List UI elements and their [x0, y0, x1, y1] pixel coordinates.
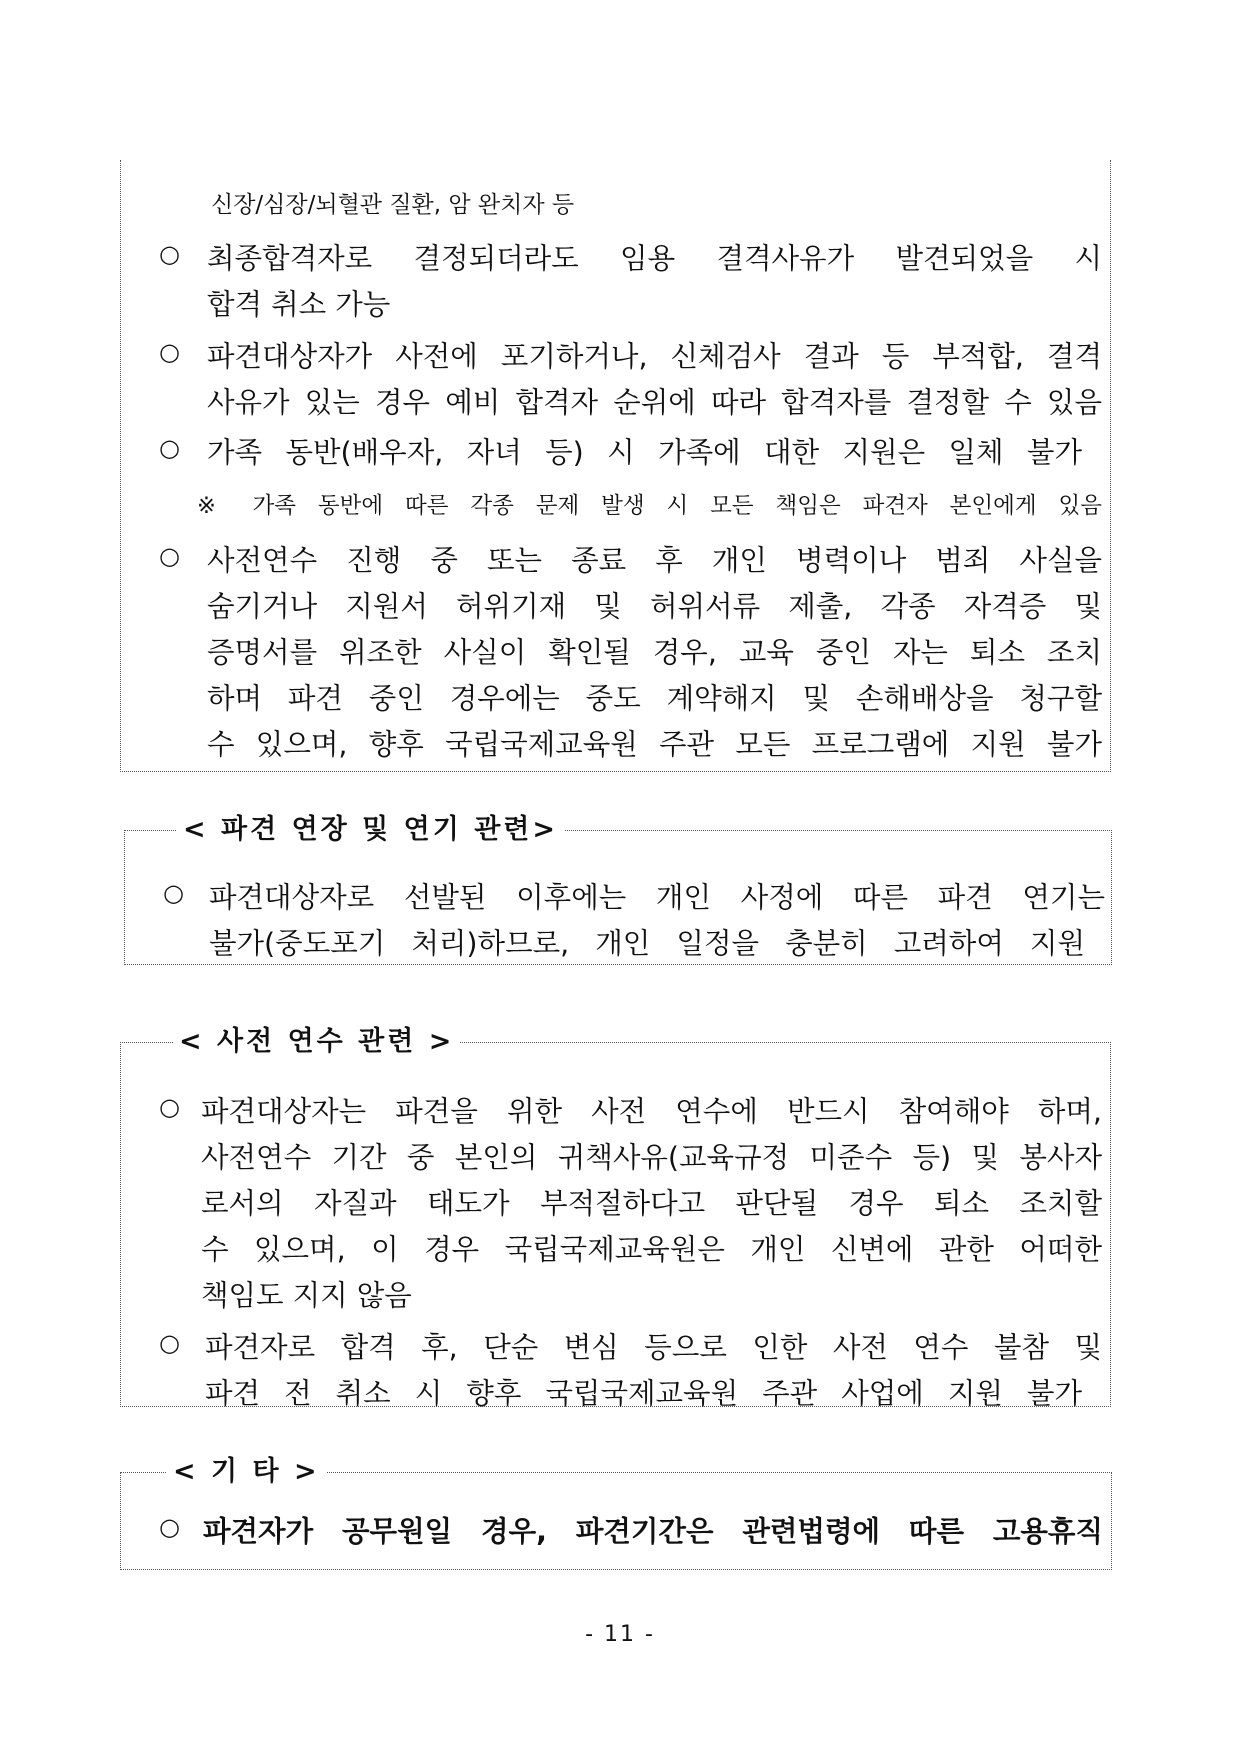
eligibility-notes-box — [120, 160, 1111, 772]
item-line: 수 있으며, 향후 국립국제교육원 주관 모든 프로그램에 지원 불가 — [207, 728, 1102, 761]
bullet: ○ — [159, 542, 180, 570]
section-title: < 사전 연수 관련 > — [173, 1024, 460, 1060]
other-box — [120, 1456, 1112, 1570]
item-line: 숨기거나 지원서 허위기재 및 허위서류 제출, 각종 자격증 및 — [207, 590, 1102, 623]
extension-deferral-box — [124, 814, 1112, 965]
item-line: 책임도 지지 않음 — [201, 1279, 412, 1312]
bullet: ○ — [159, 1329, 180, 1357]
bullet: ○ — [159, 434, 180, 462]
item-line: 하며 파견 중인 경우에는 중도 계약해지 및 손해배상을 청구할 — [207, 682, 1102, 715]
pre-training-box — [120, 1026, 1111, 1410]
item-line: 파견 전 취소 시 향후 국립국제교육원 주관 사업에 지원 불가 — [205, 1377, 1082, 1410]
item-line: 사전연수 기간 중 본인의 귀책사유(교육규정 미준수 등) 및 봉사자 — [201, 1141, 1102, 1174]
item-line: 파견대상자는 파견을 위한 사전 연수에 반드시 참여해야 하며, — [201, 1095, 1102, 1128]
item-line: 불가(중도포기 처리)하므로, 개인 일정을 충분히 고려하여 지원 — [209, 927, 1085, 960]
section-title: < 기 타 > — [167, 1454, 326, 1490]
item-line: 사전연수 진행 중 또는 종료 후 개인 병력이나 범죄 사실을 — [207, 544, 1102, 577]
bullet: ○ — [159, 1093, 180, 1121]
item-line: 최종합격자로 결정되더라도 임용 결격사유가 발견되었을 시 — [207, 242, 1102, 275]
item-line: 파견대상자로 선발된 이후에는 개인 사정에 따른 파견 연기는 — [209, 881, 1105, 914]
item-line: 로서의 자질과 태도가 부적절하다고 판단될 경우 퇴소 조치할 — [201, 1187, 1102, 1220]
bullet: ○ — [159, 240, 180, 268]
page-number: - 11 - — [585, 1622, 655, 1647]
item-line: 파견자가 공무원일 경우, 파견기간은 관련법령에 따른 고용휴직 — [203, 1515, 1103, 1548]
item-line: 파견자로 합격 후, 단순 변심 등으로 인한 사전 연수 불참 및 — [205, 1331, 1102, 1364]
note-text: ※ 가족 동반에 따른 각종 문제 발생 시 모든 책임은 파견자 본인에게 있음 — [197, 493, 1102, 519]
continuation-text: 신장/심장/뇌혈관 질환, 암 완치자 등 — [211, 192, 575, 218]
bullet: ○ — [159, 1513, 180, 1541]
item-line: 합격 취소 가능 — [207, 288, 391, 321]
item-line: 가족 동반(배우자, 자녀 등) 시 가족에 대한 지원은 일체 불가 — [207, 436, 1082, 469]
item-line: 증명서를 위조한 사실이 확인될 경우, 교육 중인 자는 퇴소 조치 — [207, 636, 1102, 669]
bullet: ○ — [163, 879, 184, 907]
item-line: 파견대상자가 사전에 포기하거나, 신체검사 결과 등 부적합, 결격 — [207, 340, 1102, 373]
section-title: < 파견 연장 및 연기 관련> — [177, 812, 564, 848]
item-line: 사유가 있는 경우 예비 합격자 순위에 따라 합격자를 결정할 수 있음 — [207, 386, 1102, 419]
bullet: ○ — [159, 338, 180, 366]
item-line: 수 있으며, 이 경우 국립국제교육원은 개인 신변에 관한 어떠한 — [201, 1233, 1102, 1266]
